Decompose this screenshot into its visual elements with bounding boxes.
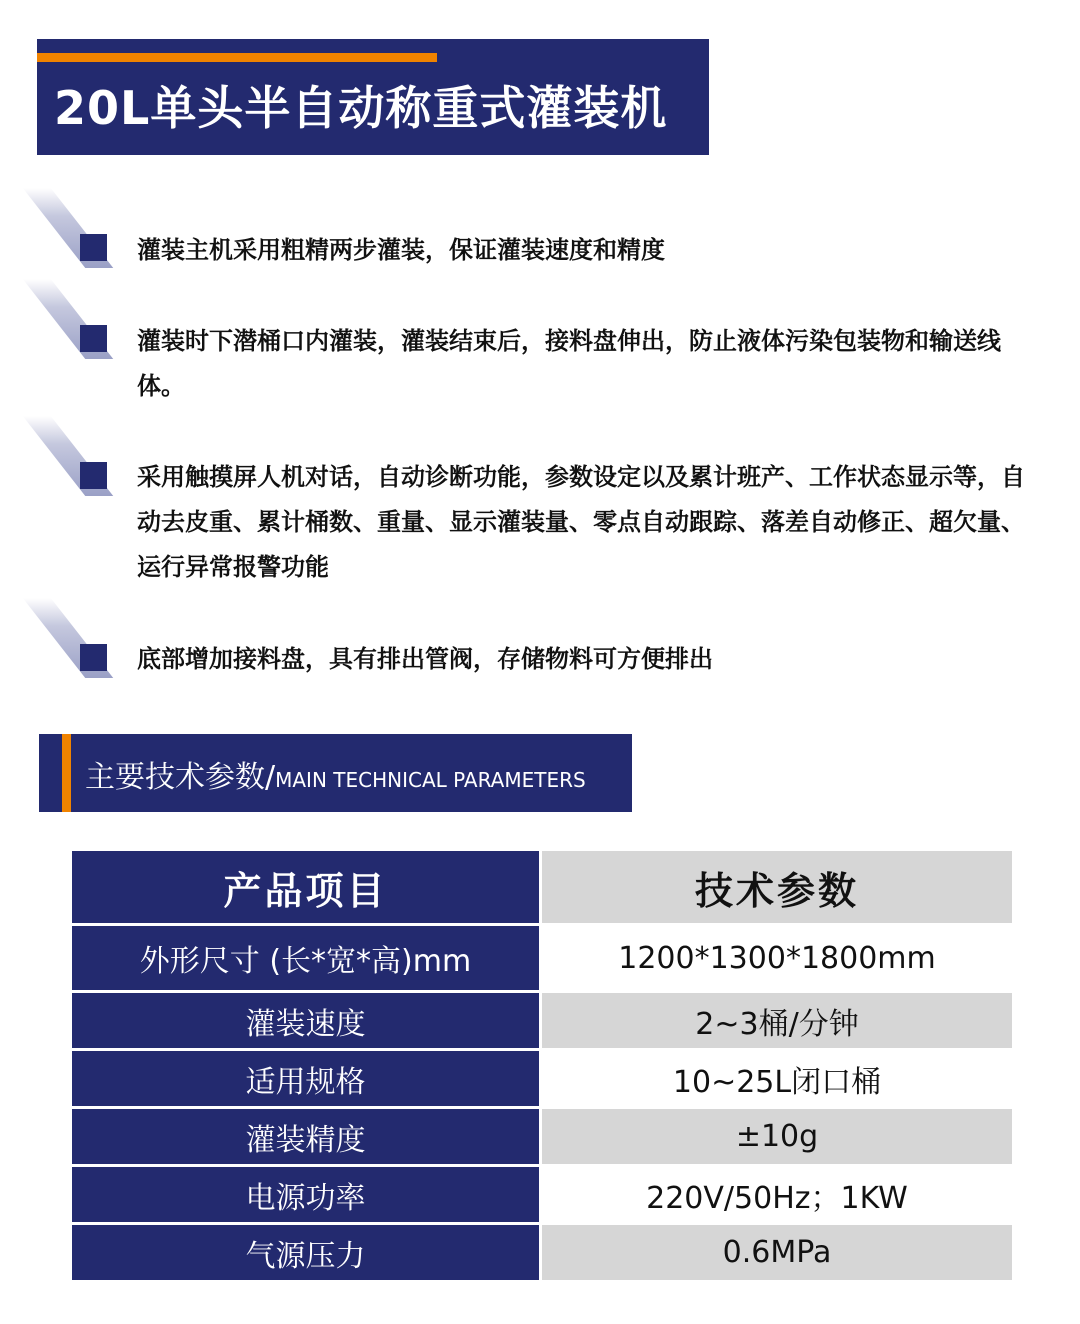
- table-row: [72, 1166, 1012, 1224]
- header-param: 技术参数: [541, 851, 1013, 925]
- row-label: 外形尺寸 (长*宽*高)mm: [72, 925, 541, 992]
- feature-text: 灌装时下潜桶口内灌装，灌装结束后，接料盘伸出，防止液体污染包装物和输送线体。: [137, 327, 1001, 400]
- table-row: [72, 1108, 1012, 1166]
- row-label: 气源压力: [72, 1224, 541, 1282]
- row-value: 10~25L闭口桶: [541, 1050, 1013, 1108]
- table-row: [72, 1050, 1012, 1108]
- page-title: 20L单头半自动称重式灌装机: [54, 81, 668, 135]
- row-value: 220V/50Hz；1KW: [541, 1166, 1013, 1224]
- row-value: ±10g: [541, 1108, 1013, 1166]
- table-row: [72, 925, 1012, 992]
- bullet-icon: [40, 281, 110, 361]
- section-title: [85, 752, 586, 796]
- bullet-icon: [40, 418, 110, 498]
- parameters-table: [72, 851, 1012, 1283]
- section-title-cn: 主要技术参数/: [85, 760, 276, 795]
- row-label: 灌装速度: [72, 992, 541, 1050]
- table-header-row: [72, 851, 1012, 925]
- bullet-icon: [40, 600, 110, 680]
- feature-text: 底部增加接料盘，具有排出管阀，存储物料可方便排出: [137, 645, 713, 673]
- row-label: 电源功率: [72, 1166, 541, 1224]
- row-value: 2~3桶/分钟: [541, 992, 1013, 1050]
- table-row: [72, 1224, 1012, 1282]
- row-label: 适用规格: [72, 1050, 541, 1108]
- table-row: [72, 992, 1012, 1050]
- row-label: 灌装精度: [72, 1108, 541, 1166]
- section-accent-bar: [62, 734, 71, 812]
- feature-text: 灌装主机采用粗精两步灌装，保证灌装速度和精度: [137, 236, 665, 264]
- bullet-icon: [40, 190, 110, 270]
- row-value: 0.6MPa: [541, 1224, 1013, 1282]
- row-value: 1200*1300*1800mm: [541, 925, 1013, 992]
- section-title-en: MAIN TECHNICAL PARAMETERS: [275, 768, 586, 792]
- header-item: 产品项目: [72, 851, 541, 925]
- title-accent-bar: [37, 53, 437, 62]
- feature-text: 采用触摸屏人机对话，自动诊断功能，参数设定以及累计班产、工作状态显示等，自动去皮重、累计桶数、重量、显示灌装量、零点自动跟踪、落差自动修正、超欠量、运行异常报警功能: [137, 463, 1025, 581]
